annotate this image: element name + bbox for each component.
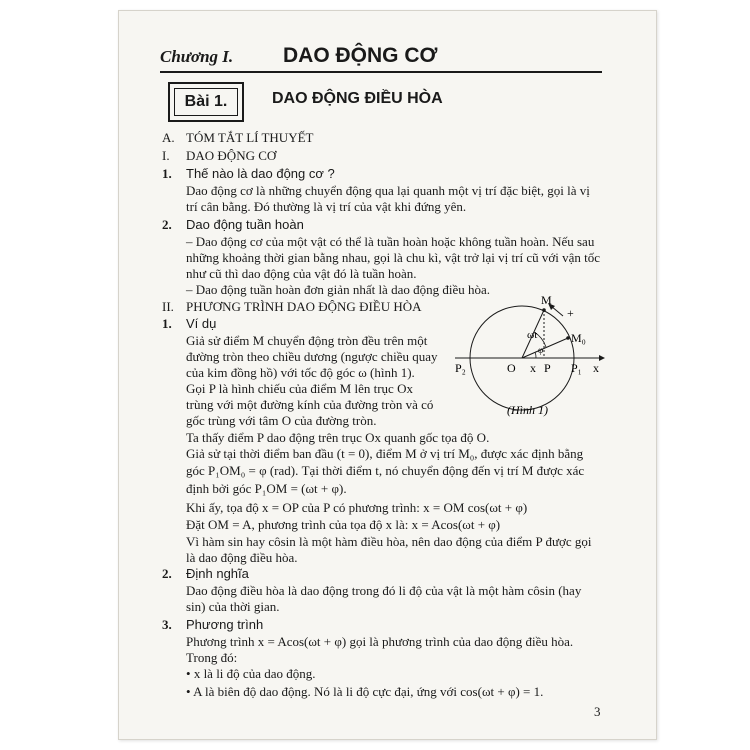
radius-om0: [522, 338, 568, 358]
item-1b-line: Ta thấy điểm P dao động trên trục Ox quanh gốc tọa độ O.: [186, 430, 490, 445]
item-1b-line: định bởi góc P₁OM = (ωt + φ).: [186, 481, 347, 496]
circle-diagram: [447, 290, 615, 420]
figure-caption: (Hình 1): [507, 403, 548, 417]
item-1b-line: Giả sử tại thời điểm ban đầu (t = 0), điểm M ở vị trí M₀, được xác định bằng: [186, 446, 584, 461]
page-number: 3: [594, 704, 601, 719]
lesson-title: DAO ĐỘNG ĐIỀU HÒA: [272, 90, 443, 107]
item-1b-line: góc P₁OM₀ = φ (rad). Tại thời điểm t, nó chuyển động đến vị trí M được xác: [186, 463, 585, 478]
lesson-number-box: [168, 82, 244, 122]
item-2-line: – Dao động cơ của một vật có thể là tuần hoàn hoặc không tuần hoàn. Nếu sau: [186, 234, 595, 249]
item-2-title: Dao động tuần hoàn: [186, 217, 304, 232]
item-1b-line: Khi ấy, tọa độ x = OP của P có phương trình: x = OM cos(ωt + φ): [186, 500, 528, 515]
item-1b-line: Gọi P là hình chiếu của điểm M lên trục Ox: [186, 381, 413, 396]
label-phi: φ: [538, 345, 544, 355]
label-p1: P₁: [571, 361, 582, 375]
item-2b-line: Dao động điều hòa là dao động trong đó li độ của vật là một hàm côsin (hay: [186, 583, 582, 598]
item-1-line: Dao động cơ là những chuyển động qua lại quanh một vị trí đặc biệt, gọi là vị: [186, 183, 590, 198]
item-2-line: như cũ thì dao động của vật đó là tuần hoàn.: [186, 266, 417, 281]
label-x-axis: x: [593, 361, 599, 375]
label-plus: +: [567, 306, 574, 320]
item-3-line: Phương trình x = Acos(ωt + φ) gọi là phương trình của dao động điều hòa.: [186, 634, 574, 649]
section-a-title: TÓM TẮT LÍ THUYẾT: [186, 130, 314, 145]
label-p2: P₂: [455, 361, 466, 375]
item-3-title: Phương trình: [186, 617, 264, 632]
item-2-number: 2.: [162, 217, 172, 232]
item-3-line: Trong đó:: [186, 650, 238, 665]
item-1b-title: Ví dụ: [186, 316, 217, 331]
item-2-line: – Dao động tuần hoàn đơn giản nhất là dao động điều hòa.: [186, 282, 491, 297]
section-i-label: I.: [162, 148, 170, 163]
point-m0: [566, 336, 570, 340]
item-1b-line: Giả sử điểm M chuyển động tròn đều trên một: [186, 333, 428, 348]
label-x-segment: x: [530, 361, 536, 375]
chapter-divider: [160, 71, 602, 73]
label-p: P: [544, 361, 551, 375]
item-1b-line: đường tròn theo chiều dương (ngược chiều quay: [186, 349, 438, 364]
item-1b-line: Vì hàm sin hay côsin là một hàm điều hòa, nên dao động của điểm P được gọi: [186, 534, 592, 549]
bullet-text: A là biên độ dao động. Nó là li độ cực đại, ứng với cos(ωt + φ) = 1.: [193, 684, 544, 699]
item-3-number: 3.: [162, 617, 172, 632]
item-1-line: trí cân bằng. Đó thường là vị trí của vật khi đứng yên.: [186, 199, 467, 214]
chapter-title: DAO ĐỘNG CƠ: [283, 44, 438, 67]
item-1-title: Thế nào là dao động cơ ?: [186, 166, 335, 181]
chapter-label: Chương I.: [160, 47, 234, 66]
angle-phi-arc: [535, 352, 536, 358]
lesson-label: Bài 1.: [174, 88, 238, 116]
section-ii-label: II.: [162, 299, 174, 314]
section-i-title: DAO ĐỘNG CƠ: [186, 148, 277, 163]
bullet-item: • A là biên độ dao động. Nó là li độ cực đại, ứng với cos(ωt + φ) = 1.: [186, 684, 544, 699]
bullet-text: x là li độ của dao động.: [193, 666, 316, 681]
label-o: O: [507, 361, 516, 375]
item-1b-line: là dao động điều hòa.: [186, 550, 298, 565]
item-2-line: những khoảng thời gian bằng nhau, gọi là chu kì, vật trở lại vị trí cũ với vận tốc: [186, 250, 600, 265]
item-2b-line: sin) của thời gian.: [186, 599, 280, 614]
item-1b-line: trùng với một đường kính của đường tròn và có: [186, 397, 434, 412]
item-1b-line: của kim đồng hồ) với tốc độ góc ω (hình 1).: [186, 365, 415, 380]
x-axis-arrow: [599, 355, 605, 361]
section-ii-title: PHƯƠNG TRÌNH DAO ĐỘNG ĐIỀU HÒA: [186, 299, 422, 314]
bullet-item: • x là li độ của dao động.: [186, 666, 316, 681]
label-m: M: [541, 293, 552, 307]
item-2b-number: 2.: [162, 566, 172, 581]
label-m0: M₀: [571, 331, 586, 345]
item-2b-title: Định nghĩa: [186, 566, 249, 581]
section-a-label: A.: [162, 130, 175, 145]
item-1-number: 1.: [162, 166, 172, 181]
item-1b-line: Đặt OM = A, phương trình của tọa độ x là: x = Acos(ωt + φ): [186, 517, 501, 532]
item-1b-line: gốc trùng với tâm O của đường tròn.: [186, 413, 377, 428]
point-m: [542, 308, 546, 312]
label-wt: ωt: [527, 329, 538, 341]
item-1b-number: 1.: [162, 316, 172, 331]
